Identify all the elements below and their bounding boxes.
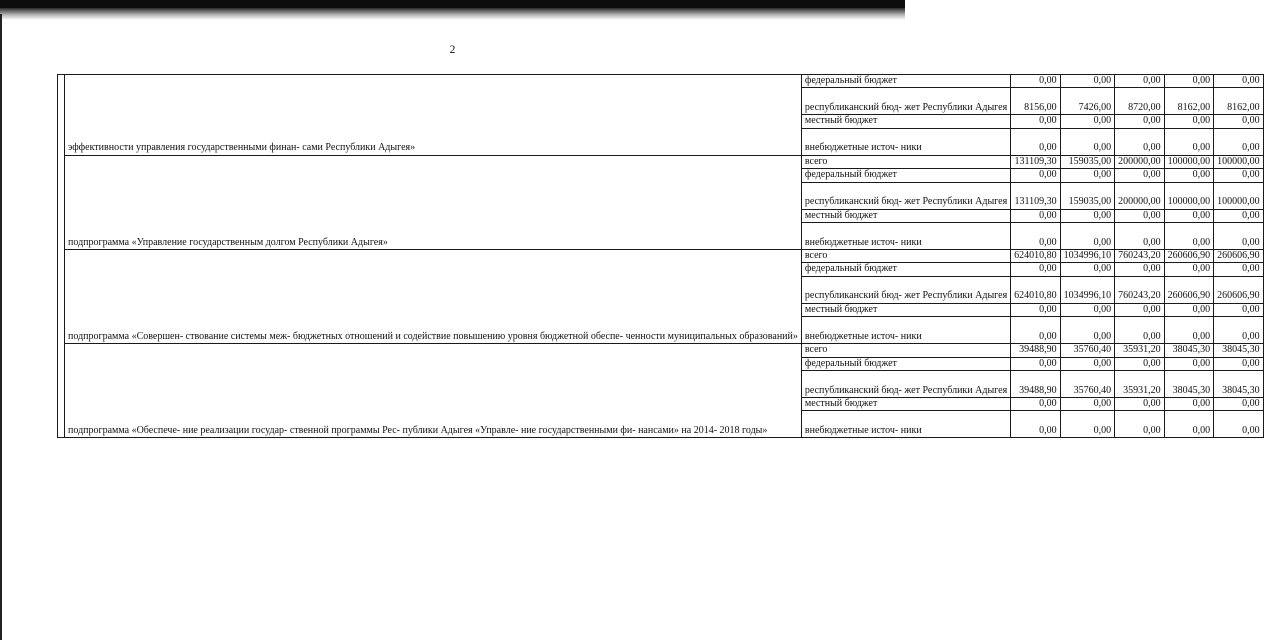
amount-cell-year-2: 0,00 xyxy=(1060,169,1115,182)
amount-cell-year-5: 0,00 xyxy=(1214,398,1264,411)
program-title: подпрограмма «Совершен- ствование системы меж- бюджетных отношений и содействие повышению уровня бюджетной обеспе- ченности муниципальных образований» xyxy=(65,250,802,344)
program-title: подпрограмма «Управление государственным долгом Республики Адыгея» xyxy=(65,155,802,249)
amount-cell-year-1: 624010,80 xyxy=(1011,250,1061,263)
amount-cell-year-3: 0,00 xyxy=(1115,169,1165,182)
amount-cell-year-4: 8162,00 xyxy=(1164,88,1214,115)
amount-cell-year-3: 0,00 xyxy=(1115,357,1165,370)
amount-cell-year-1: 39488,90 xyxy=(1011,371,1061,398)
scan-border-left xyxy=(0,14,2,640)
amount-cell-year-3: 0,00 xyxy=(1115,128,1165,155)
funding-source-label: всего xyxy=(801,250,1010,263)
amount-cell-year-3: 0,00 xyxy=(1115,411,1165,438)
amount-cell-year-2: 35760,40 xyxy=(1060,371,1115,398)
amount-cell-year-1: 0,00 xyxy=(1011,398,1061,411)
amount-cell-year-4: 38045,30 xyxy=(1164,371,1214,398)
amount-cell-year-2: 35760,40 xyxy=(1060,344,1115,357)
amount-cell-year-1: 0,00 xyxy=(1011,169,1061,182)
amount-cell-year-1: 0,00 xyxy=(1011,303,1061,316)
amount-cell-year-1: 0,00 xyxy=(1011,411,1061,438)
amount-cell-year-5: 0,00 xyxy=(1214,169,1264,182)
funding-source-label: федеральный бюджет xyxy=(801,75,1010,88)
amount-cell-year-1: 131109,30 xyxy=(1011,182,1061,209)
funding-source-label: всего xyxy=(801,344,1010,357)
funding-source-label: республиканский бюд- жет Республики Адыгея xyxy=(801,371,1010,398)
amount-cell-year-5: 0,00 xyxy=(1214,411,1264,438)
page-number: 2 xyxy=(449,44,456,56)
amount-cell-year-4: 0,00 xyxy=(1164,303,1214,316)
amount-cell-year-5: 0,00 xyxy=(1214,317,1264,344)
funding-source-label: всего xyxy=(801,155,1010,168)
amount-cell-year-5: 0,00 xyxy=(1214,75,1264,88)
amount-cell-year-3: 35931,20 xyxy=(1115,371,1165,398)
amount-cell-year-5: 0,00 xyxy=(1214,357,1264,370)
amount-cell-year-4: 100000,00 xyxy=(1164,155,1214,168)
amount-cell-year-2: 1034996,10 xyxy=(1060,276,1115,303)
budget-table xyxy=(57,74,1264,438)
amount-cell-year-5: 38045,30 xyxy=(1214,371,1264,398)
scan-border-top xyxy=(0,0,905,8)
amount-cell-year-1: 0,00 xyxy=(1011,115,1061,128)
amount-cell-year-4: 38045,30 xyxy=(1164,344,1214,357)
amount-cell-year-4: 0,00 xyxy=(1164,263,1214,276)
funding-source-label: внебюджетные источ- ники xyxy=(801,411,1010,438)
amount-cell-year-1: 131109,30 xyxy=(1011,155,1061,168)
amount-cell-year-5: 0,00 xyxy=(1214,303,1264,316)
amount-cell-year-3: 760243,20 xyxy=(1115,250,1165,263)
amount-cell-year-3: 0,00 xyxy=(1115,303,1165,316)
amount-cell-year-2: 0,00 xyxy=(1060,317,1115,344)
amount-cell-year-4: 0,00 xyxy=(1164,398,1214,411)
amount-cell-year-3: 760243,20 xyxy=(1115,276,1165,303)
amount-cell-year-3: 0,00 xyxy=(1115,263,1165,276)
funding-source-label: внебюджетные источ- ники xyxy=(801,128,1010,155)
funding-source-label: местный бюджет xyxy=(801,398,1010,411)
amount-cell-year-3: 0,00 xyxy=(1115,115,1165,128)
amount-cell-year-3: 0,00 xyxy=(1115,398,1165,411)
amount-cell-year-2: 0,00 xyxy=(1060,115,1115,128)
funding-source-label: местный бюджет xyxy=(801,115,1010,128)
amount-cell-year-2: 0,00 xyxy=(1060,128,1115,155)
amount-cell-year-5: 260606,90 xyxy=(1214,250,1264,263)
amount-cell-year-1: 624010,80 xyxy=(1011,276,1061,303)
funding-source-label: республиканский бюд- жет Республики Адыгея xyxy=(801,88,1010,115)
amount-cell-year-3: 0,00 xyxy=(1115,317,1165,344)
table-row xyxy=(58,155,1264,168)
amount-cell-year-5: 100000,00 xyxy=(1214,182,1264,209)
amount-cell-year-2: 0,00 xyxy=(1060,223,1115,250)
amount-cell-year-1: 0,00 xyxy=(1011,263,1061,276)
amount-cell-year-2: 0,00 xyxy=(1060,263,1115,276)
amount-cell-year-3: 200000,00 xyxy=(1115,155,1165,168)
amount-cell-year-4: 0,00 xyxy=(1164,223,1214,250)
amount-cell-year-5: 0,00 xyxy=(1214,263,1264,276)
funding-source-label: внебюджетные источ- ники xyxy=(801,223,1010,250)
amount-cell-year-1: 0,00 xyxy=(1011,209,1061,222)
amount-cell-year-5: 8162,00 xyxy=(1214,88,1264,115)
amount-cell-year-2: 0,00 xyxy=(1060,75,1115,88)
amount-cell-year-4: 100000,00 xyxy=(1164,182,1214,209)
amount-cell-year-1: 39488,90 xyxy=(1011,344,1061,357)
funding-source-label: федеральный бюджет xyxy=(801,357,1010,370)
funding-source-label: внебюджетные источ- ники xyxy=(801,317,1010,344)
amount-cell-year-4: 0,00 xyxy=(1164,317,1214,344)
program-title: подпрограмма «Обеспече- ние реализации государ- ственной программы Рес- публики Адыгея «Управле- ние государственными фи- нансами» на 2014- 2018 годы» xyxy=(65,344,802,438)
amount-cell-year-5: 0,00 xyxy=(1214,128,1264,155)
amount-cell-year-3: 0,00 xyxy=(1115,223,1165,250)
amount-cell-year-1: 8156,00 xyxy=(1011,88,1061,115)
funding-source-label: федеральный бюджет xyxy=(801,263,1010,276)
amount-cell-year-1: 0,00 xyxy=(1011,357,1061,370)
funding-source-label: местный бюджет xyxy=(801,303,1010,316)
amount-cell-year-5: 0,00 xyxy=(1214,115,1264,128)
amount-cell-year-2: 0,00 xyxy=(1060,303,1115,316)
amount-cell-year-3: 200000,00 xyxy=(1115,182,1165,209)
amount-cell-year-5: 0,00 xyxy=(1214,223,1264,250)
funding-source-label: федеральный бюджет xyxy=(801,169,1010,182)
funding-source-label: республиканский бюд- жет Республики Адыгея xyxy=(801,182,1010,209)
scan-shadow-top xyxy=(0,8,905,20)
amount-cell-year-2: 0,00 xyxy=(1060,398,1115,411)
amount-cell-year-2: 0,00 xyxy=(1060,357,1115,370)
empty-number-column xyxy=(58,75,65,438)
amount-cell-year-5: 0,00 xyxy=(1214,209,1264,222)
amount-cell-year-3: 35931,20 xyxy=(1115,344,1165,357)
amount-cell-year-5: 100000,00 xyxy=(1214,155,1264,168)
amount-cell-year-1: 0,00 xyxy=(1011,75,1061,88)
amount-cell-year-2: 159035,00 xyxy=(1060,155,1115,168)
amount-cell-year-2: 159035,00 xyxy=(1060,182,1115,209)
amount-cell-year-1: 0,00 xyxy=(1011,223,1061,250)
amount-cell-year-4: 0,00 xyxy=(1164,115,1214,128)
table-row xyxy=(58,250,1264,263)
amount-cell-year-4: 0,00 xyxy=(1164,357,1214,370)
amount-cell-year-5: 38045,30 xyxy=(1214,344,1264,357)
amount-cell-year-4: 0,00 xyxy=(1164,128,1214,155)
amount-cell-year-4: 0,00 xyxy=(1164,209,1214,222)
amount-cell-year-4: 260606,90 xyxy=(1164,276,1214,303)
amount-cell-year-3: 8720,00 xyxy=(1115,88,1165,115)
amount-cell-year-4: 0,00 xyxy=(1164,411,1214,438)
amount-cell-year-1: 0,00 xyxy=(1011,317,1061,344)
funding-source-label: республиканский бюд- жет Республики Адыгея xyxy=(801,276,1010,303)
table-row xyxy=(58,344,1264,357)
program-title: эффективности управления государственными финан- сами Республики Адыгея» xyxy=(65,75,802,156)
amount-cell-year-4: 260606,90 xyxy=(1164,250,1214,263)
table-row xyxy=(58,75,1264,88)
amount-cell-year-2: 1034996,10 xyxy=(1060,250,1115,263)
amount-cell-year-4: 0,00 xyxy=(1164,75,1214,88)
amount-cell-year-2: 0,00 xyxy=(1060,209,1115,222)
funding-source-label: местный бюджет xyxy=(801,209,1010,222)
amount-cell-year-1: 0,00 xyxy=(1011,128,1061,155)
amount-cell-year-3: 0,00 xyxy=(1115,75,1165,88)
amount-cell-year-3: 0,00 xyxy=(1115,209,1165,222)
amount-cell-year-2: 7426,00 xyxy=(1060,88,1115,115)
amount-cell-year-2: 0,00 xyxy=(1060,411,1115,438)
amount-cell-year-5: 260606,90 xyxy=(1214,276,1264,303)
amount-cell-year-4: 0,00 xyxy=(1164,169,1214,182)
